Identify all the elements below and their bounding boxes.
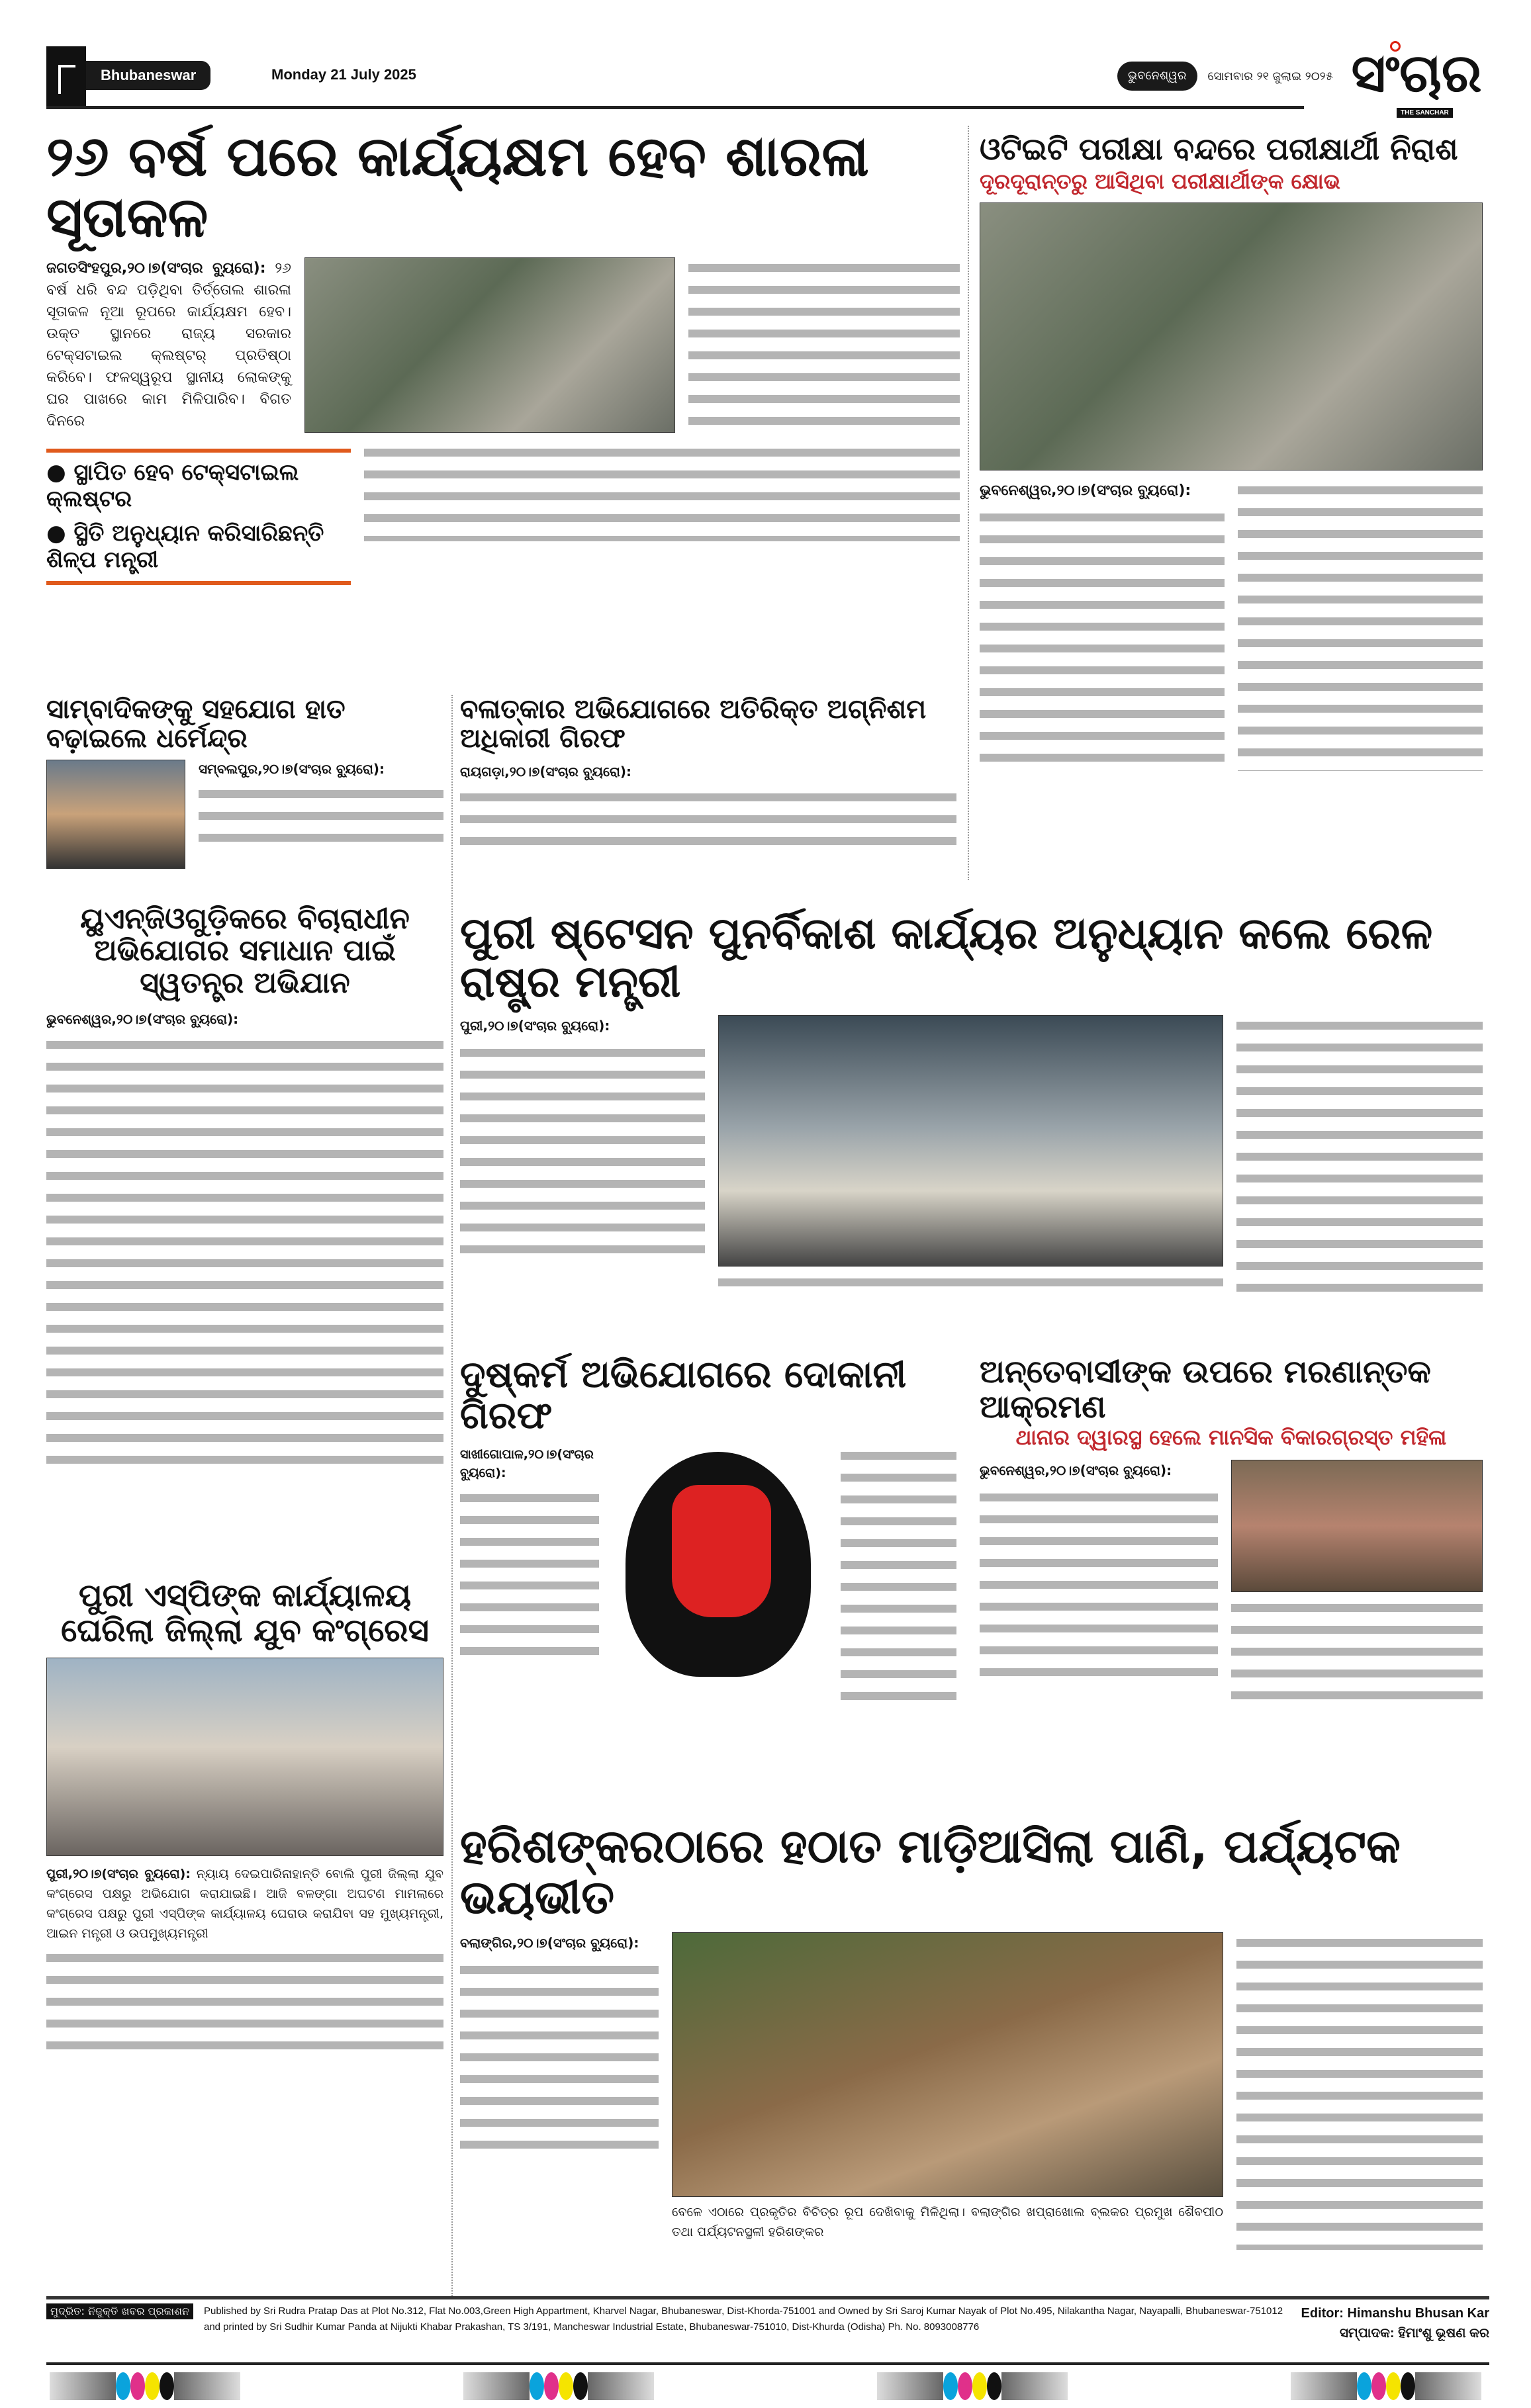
headline: ପୁରୀ ଏସ୍‌ପିଙ୍କ କାର୍ଯ୍ୟାଳୟ ଘେରିଲା ଜିଲ୍ଲା ଯୁବ କଂଗ୍ରେସ <box>61 1577 429 1649</box>
headline: ୨୬ ବର୍ଷ ପରେ କାର୍ଯ୍ୟକ୍ଷମ ହେବ ଶାରଳା ସୂତାକଳ <box>46 124 869 250</box>
headline: ଅନ୍ତେବାସୀଙ୍କ ଉପରେ ମରଣାନ୍ତକ ଆକ୍ରମଣ <box>980 1353 1431 1425</box>
edition-city: Bhubaneswar <box>86 61 210 90</box>
article-fire-officer <box>460 695 956 852</box>
logo-dot-icon <box>1390 41 1401 52</box>
body-text <box>718 1272 1223 1294</box>
dateline: ପୁରୀ,୨୦।୭(ସଂଚାର ବ୍ୟୁରୋ): <box>460 1018 610 1034</box>
body-text <box>841 1445 956 1710</box>
body-text <box>46 1034 443 1471</box>
flooding-water-photo <box>672 1932 1223 2197</box>
dateline: ସାଖୀଗୋପାଳ,୨୦।୭(ସଂଚାର ବ୍ୟୁରୋ): <box>460 1447 594 1481</box>
lead: ଜଗତସିଂହପୁର,୨୦।୭(ସଂଚାର ବ୍ୟୁରୋ): ୨୬ ବର୍ଷ ଧରି ବନ୍ଦ ପଡ଼ିଥିବା ତିର୍ତ୍ତୋଲ ଶାରଳା ସୂତାକଳ ନୂଆ ରୂପରେ କାର୍ଯ୍ୟକ୍ଷମ ହେବ। ଉକ୍ତ ସ୍ଥାନରେ ରାଜ୍ୟ ସରକାର ଟେକ୍ସଟାଇଲ କ୍ଲଷ୍ଟର୍ ପ୍ରତିଷ୍ଠା କରିବେ। ଫଳସ୍ୱରୂପ ସ୍ଥାନୀୟ ଲୋକଙ୍କୁ ଘର ପାଖରେ କାମ ମିଳିପାରିବ। ବିଗତ ଦିନରେ <box>46 259 291 429</box>
dateline: ବଲାଙ୍ଗିର,୨୦।୭(ସଂଚାର ବ୍ୟୁରୋ): <box>460 1935 639 1951</box>
headline: ହରିଶଙ୍କରଠାରେ ହଠାତ ମାଡ଼ିଆସିଲା ପାଣି, ପର୍ଯ୍ୟଟକ ଭୟଭୀତ <box>460 1819 1401 1924</box>
body-text <box>46 1947 443 2057</box>
youth-congress-protest-photo <box>46 1658 443 1856</box>
body-text <box>199 783 443 849</box>
headline: ବଳାତ୍କାର ଅଭିଯୋଗରେ ଅତିରିକ୍ତ ଅଗ୍ନିଶମ ଅଧିକାରୀ ଗିରଫ <box>460 694 927 754</box>
body-text <box>980 507 1225 772</box>
body-text <box>1236 1015 1483 1293</box>
printer-label: ମୁଦ୍ରିତ: ନିଜୁକ୍ତି ଖବର ପ୍ରକାଶନ <box>46 2303 193 2319</box>
color-registration-bar <box>877 2372 1095 2400</box>
headline: ଓଟିଇଟି ପରୀକ୍ଷା ବନ୍ଦରେ ପରୀକ୍ଷାର୍ଥୀ ନିରାଶ <box>980 131 1458 167</box>
imprint-text: Published by Sri Rudra Pratap Das at Plot No.312, Flat No.003,Green High Appartment, Kharvel Nagar, Bhubaneswar, Dist-Khorda-751001 and Owned by Sri Saroj Kumar Nayak of Plot No.495, Nilakantha Nagar, Nayapalli, Bhubaneswar-751012 and printed by Sri Sudhir Kumar Panda at Nijukti Khabar Prakashan, TS 3/191, Mancheswar Industrial Estate, Bhubaneswar-751010, Dist-Khurda (Odisha) Ph. No. 8093008776 <box>203 2305 1283 2333</box>
body-text <box>460 1042 705 1261</box>
lead: ବେଳେ ଏଠାରେ ପ୍ରକୃତିର ବିଚିତ୍ର ରୂପ ଦେଖିବାକୁ ମିଳିଥିଲା। ବଲାଙ୍ଗିର ଖପ୍ରାଖୋଲ ବ୍ଲକର ପ୍ରମୁଖ ଶୈବପୀଠ ତଥା ପର୍ଯ୍ୟଟନସ୍ଥଳୀ ହରିଶଙ୍କର <box>672 2205 1223 2239</box>
highlight-item: ● ସ୍ଥିତି ଅନୁଧ୍ୟାନ କରିସାରିଛନ୍ତି ଶିଳ୍ପ ମନ୍ତ୍ରୀ <box>46 520 351 573</box>
article-shopkeeper <box>460 1355 956 1710</box>
highlight-item: ● ସ୍ଥାପିତ ହେବ ଟେକ୍ସଟାଇଲ କ୍ଲଷ୍ଟର <box>46 459 351 512</box>
editor-credit: Editor: Himanshu Bhusan Kar ସମ୍ପାଦକ: ହିମାଂଶୁ ଭୂଷଣ କର <box>1301 2306 1489 2341</box>
dateline: ସମ୍ବଲପୁର,୨୦।୭(ସଂଚାର ବ୍ୟୁରୋ): <box>199 761 385 777</box>
candidates-protest-photo <box>980 202 1483 470</box>
body-text <box>980 1487 1218 1685</box>
subheadline: ଦୂରଦୂରାନ୍ତରୁ ଆସିଥିବା ପରୀକ୍ଷାର୍ଥୀଙ୍କ କ୍ଷୋଭ <box>980 168 1340 194</box>
lead: ପୁରୀ,୨୦।୭(ସଂଚାର ବ୍ୟୁରୋ): ନ୍ୟାୟ ଦେଇପାରିନାହାନ୍ତି ବୋଲି ପୁରୀ ଜିଲ୍ଲା ଯୁବ କଂଗ୍ରେସ ପକ୍ଷରୁ ଅଭିଯୋଗ କରାଯାଇଛି। ଆଜି ବଳଙ୍ଗା ଅଘଟଣ ମାମଲାରେ କଂଗ୍ରେସ ପକ୍ଷରୁ ପୁରୀ ଏସ୍‌ପିଙ୍କ କାର୍ଯ୍ୟାଳୟ ଘେରାଉ କରାଯିବା ସହ ମୁଖ୍ୟମନ୍ତ୍ରୀ, ଆଇନ ମନ୍ତ୍ରୀ ଓ ଉପମୁଖ୍ୟମନ୍ତ୍ରୀ <box>46 1866 443 1941</box>
article-puri-sp <box>46 1578 443 2057</box>
dateline: ଭୁବନେଶ୍ୱର,୨୦।୭(ସଂଚାର ବ୍ୟୁରୋ): <box>980 1462 1172 1478</box>
article-inmate <box>980 1355 1483 1703</box>
color-registration-bar <box>1291 2372 1509 2400</box>
stop-hand-illustration <box>612 1445 827 1690</box>
corner-mark <box>46 46 86 109</box>
body-text <box>460 1959 659 2158</box>
subheadline: ଥାନାର ଦ୍ୱାରସ୍ଥ ହେଲେ ମାନସିକ ବିକାରଗ୍ରସ୍ତ ମହିଳା <box>1015 1424 1447 1450</box>
body-text <box>364 442 960 541</box>
women-at-police-station-photo <box>1231 1460 1483 1592</box>
article-ungo <box>46 903 443 1471</box>
headline: ସାମ୍ବାଦିକଙ୍କୁ ସହଯୋଗ ହାତ ବଢ଼ାଇଲେ ଧର୍ମେନ୍ଦ୍ର <box>46 694 346 754</box>
mill-signboard-photo <box>304 257 675 433</box>
dateline: ରାୟଗଡ଼ା,୨୦।୭(ସଂଚାର ବ୍ୟୁରୋ): <box>460 764 631 780</box>
dateline: ଭୁବନେଶ୍ୱର,୨୦।୭(ସଂଚାର ବ୍ୟୁରୋ): <box>46 1011 239 1028</box>
body-text <box>1238 480 1483 771</box>
body-text <box>1236 1932 1483 2250</box>
headline: ୟୁଏନ୍‌ଜିଓଗୁଡ଼ିକରେ ବିଚାରାଧୀନ ଅଭିଯୋଗର ସମାଧାନ ପାଇଁ ସ୍ୱତନ୍ତ୍ର ଅଭିଯାନ <box>80 902 410 1000</box>
body-text <box>1231 1597 1483 1703</box>
body-text <box>460 787 956 852</box>
column-rule <box>451 695 453 2296</box>
column-rule <box>968 126 969 880</box>
article-puri-station <box>460 910 1483 1294</box>
highlights <box>46 442 351 592</box>
headline: ଦୁଷ୍କର୍ମ ଅଭିଯୋଗରେ ଦୋକାନୀ ଗିରଫ <box>460 1353 907 1437</box>
body-text <box>688 257 960 433</box>
bottom-rule <box>46 2362 1489 2365</box>
color-registration-bar <box>50 2372 268 2400</box>
masthead-right <box>1117 42 1489 116</box>
article-dharmendra <box>46 695 443 869</box>
article-otet <box>980 132 1483 772</box>
header-rule <box>46 106 1304 109</box>
sanchar-logo: ସଂଚାର THE SANCHAR <box>1351 42 1482 116</box>
masthead <box>46 42 1489 116</box>
edition-city-odia: ଭୁବନେଶ୍ୱର <box>1117 62 1197 91</box>
minister-inspection-photo <box>718 1015 1223 1267</box>
headline: ପୁରୀ ଷ୍ଟେସନ ପୁନର୍ବିକାଶ କାର୍ଯ୍ୟର ଅନୁଧ୍ୟାନ କଲେ ରେଳ ରାଷ୍ଟ୍ର ମନ୍ତ୍ରୀ <box>460 908 1433 1007</box>
imprint-footer <box>46 2296 1489 2343</box>
dateline: ଭୁବନେଶ୍ୱର,୨୦।୭(ସଂଚାର ବ୍ୟୁରୋ): <box>980 482 1191 499</box>
body-text <box>460 1488 599 1660</box>
minister-portrait <box>46 760 185 869</box>
article-textile <box>46 126 960 592</box>
article-harishankar <box>460 1821 1483 2250</box>
edition-date-odia: ସୋମବାର ୨୧ ଜୁଲାଇ ୨୦୨୫ <box>1207 69 1333 83</box>
color-registration-bar <box>463 2372 682 2400</box>
edition-date: Monday 21 July 2025 <box>271 66 416 83</box>
